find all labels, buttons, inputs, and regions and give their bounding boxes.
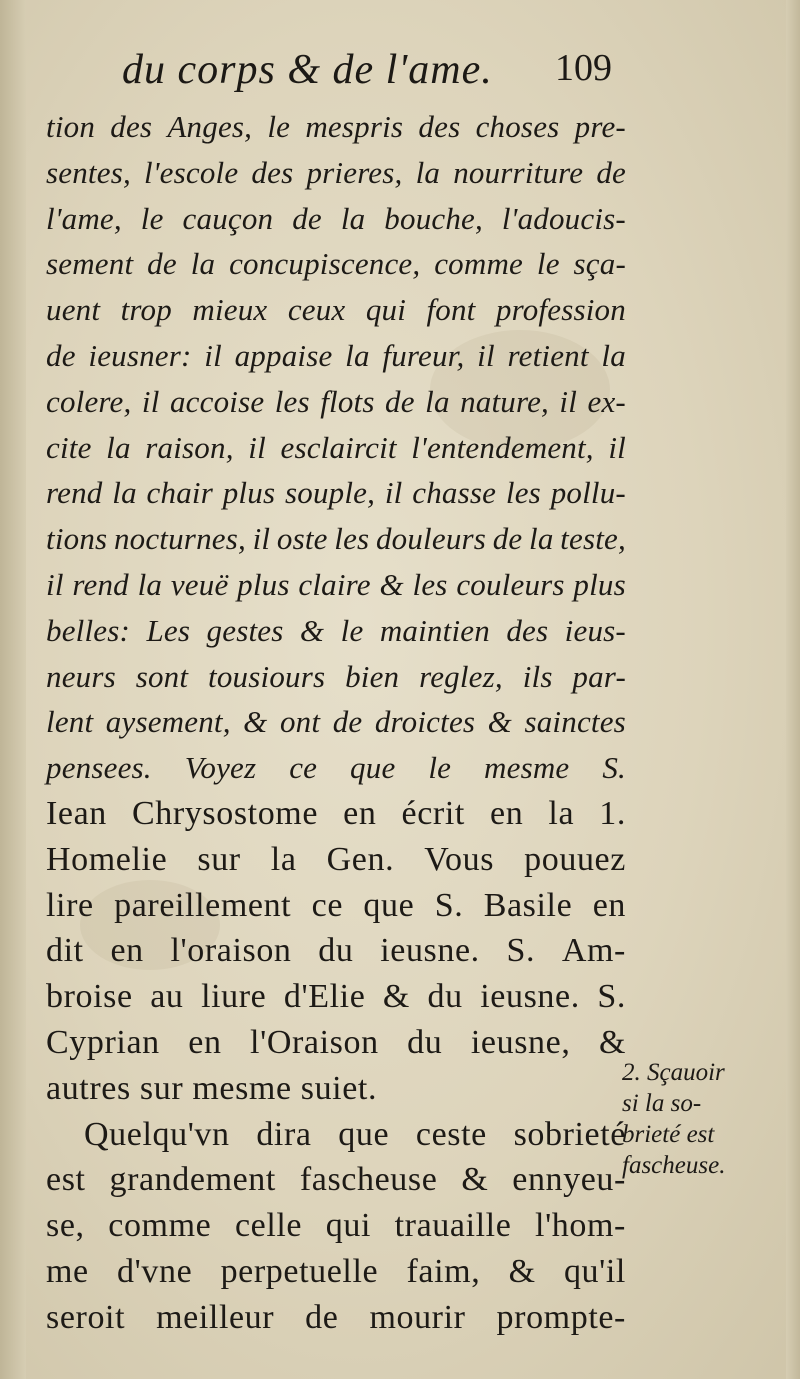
word: appaise [234, 337, 333, 373]
word: en [110, 932, 144, 970]
word: rend [46, 475, 103, 511]
margin-note-line: brieté est [622, 1121, 715, 1148]
word: perpetuelle [220, 1252, 379, 1290]
word: oste [276, 521, 328, 557]
word: comme [108, 1207, 212, 1245]
text-line [46, 974, 626, 1020]
word: prieres, [306, 154, 403, 190]
word: la [601, 337, 626, 373]
text-line [46, 928, 626, 974]
word: esclaircit [280, 429, 397, 465]
word: retient [507, 337, 589, 373]
word: la [137, 566, 163, 602]
word: sur [197, 840, 241, 878]
word: droictes [374, 704, 476, 740]
text-line [46, 837, 626, 883]
word: que [338, 1115, 390, 1153]
word: de [147, 246, 177, 282]
text-line [46, 883, 626, 929]
word: & [382, 978, 410, 1016]
word: souple, [284, 475, 376, 511]
word: l'escole [144, 154, 239, 190]
word: sentes, [46, 154, 131, 190]
word: font [426, 292, 476, 328]
word: colere, [46, 383, 132, 419]
word: de [332, 704, 363, 740]
word: du [427, 978, 463, 1016]
word: l'hom- [535, 1207, 626, 1245]
text-line [46, 699, 626, 745]
text-line [46, 791, 626, 837]
word: gestes [206, 612, 284, 648]
word: Basile [483, 886, 573, 924]
text-line [46, 150, 626, 196]
running-head [122, 46, 612, 96]
word: ils [522, 658, 553, 694]
text-line [46, 1249, 626, 1295]
word: mieux [192, 292, 268, 328]
margin-note [622, 1057, 797, 1181]
word: qui [325, 1207, 371, 1245]
word: il [46, 566, 64, 602]
word: broise [46, 978, 133, 1016]
text-line [46, 333, 626, 379]
word: en [343, 794, 377, 832]
word: sont [135, 658, 189, 694]
word: Anges, [167, 109, 253, 144]
word: l'Oraison [250, 1023, 379, 1061]
word: 1. [599, 794, 626, 832]
text-line [46, 425, 626, 471]
word: sainctes [524, 704, 626, 740]
word: nocturnes, [113, 521, 246, 557]
text-line [46, 287, 626, 333]
margin-note-line: si la so- [622, 1090, 702, 1117]
word: faim, [406, 1252, 481, 1290]
word: Iean [46, 794, 107, 832]
word: dit [46, 932, 84, 970]
word: la [345, 337, 370, 373]
word: les [274, 383, 310, 419]
word: pareillement [114, 886, 292, 924]
word: qui [365, 292, 407, 328]
word: que [363, 886, 415, 924]
word: est [46, 1161, 86, 1199]
word: ennyeu- [512, 1161, 626, 1199]
word: douleurs [375, 521, 487, 557]
word: écrit [401, 794, 465, 832]
word: & [243, 704, 268, 740]
word: il [384, 475, 403, 511]
word: tion [46, 109, 96, 144]
word: seroit [46, 1298, 126, 1336]
word: des [110, 109, 153, 144]
word: bouche, [384, 200, 483, 236]
word: que [350, 750, 396, 786]
word: nourriture [453, 154, 584, 190]
word: sement [46, 246, 134, 282]
word: belles: [46, 612, 131, 648]
word: fureur, [382, 337, 465, 373]
word: ieusner: [88, 337, 192, 373]
word: du [318, 932, 354, 970]
word: ieusne. [480, 978, 580, 1016]
margin-note-line: fascheuse. [622, 1152, 726, 1179]
word: choses [475, 109, 560, 144]
word: Gen. [326, 840, 395, 878]
word: le [536, 246, 560, 282]
word: profession [495, 292, 626, 328]
word: en [188, 1023, 222, 1061]
word: flots [320, 383, 375, 419]
word: nature, [460, 383, 549, 419]
word: pollu- [550, 475, 626, 511]
word: ceste [415, 1115, 487, 1153]
word: claire [298, 566, 371, 602]
word: fascheuse [299, 1161, 438, 1199]
word: mourir [369, 1298, 466, 1336]
word: sobrieté [513, 1115, 626, 1153]
word: concupiscence, [229, 246, 421, 282]
word: liure [201, 978, 267, 1016]
word: Les [146, 612, 191, 648]
word: dira [256, 1115, 312, 1153]
word: S. [506, 932, 536, 970]
word: meilleur [156, 1298, 275, 1336]
page-number: 109 [555, 47, 612, 89]
text-line [46, 379, 626, 425]
word: en [490, 794, 524, 832]
word: cite [46, 429, 92, 465]
word: la [529, 521, 554, 557]
word: il [248, 429, 266, 465]
word: cauçon [182, 200, 274, 236]
word: pre- [574, 109, 626, 144]
word: lire [46, 886, 94, 924]
word: ont [279, 704, 321, 740]
text-line [46, 1203, 626, 1249]
word: qu'il [563, 1252, 626, 1290]
word: ceux [287, 292, 346, 328]
word: reglez, [419, 658, 503, 694]
word: de [492, 521, 523, 557]
word: veuë [170, 566, 229, 602]
word: raison, [145, 429, 234, 465]
word: pensees. [46, 750, 152, 786]
word: de [305, 1298, 339, 1336]
word: il [141, 383, 160, 419]
word: l'ame, [46, 200, 122, 236]
word: pouuez [524, 840, 626, 878]
text-line [46, 608, 626, 654]
word: accoise [169, 383, 265, 419]
word: de [385, 383, 415, 419]
word: se, [46, 1207, 85, 1245]
word: l'adoucis- [501, 200, 626, 236]
text-line [46, 516, 626, 562]
text-line [46, 470, 626, 516]
word: & [379, 566, 404, 602]
text-line [46, 745, 626, 791]
word: il [252, 521, 271, 557]
text-line [46, 654, 626, 700]
word: teste, [560, 521, 626, 557]
word: la [190, 246, 216, 282]
word: il [608, 429, 626, 465]
word: couleurs [456, 566, 565, 602]
word: Quelqu'vn [84, 1115, 230, 1153]
word: la [548, 794, 575, 832]
word: le [428, 750, 452, 786]
word: S. [434, 886, 464, 924]
word: lent [46, 704, 94, 740]
word: trop [120, 292, 172, 328]
word: le [267, 109, 291, 144]
word: des [506, 612, 549, 648]
word: Homelie [46, 840, 168, 878]
word: ce [311, 886, 344, 924]
text-line [46, 241, 626, 287]
word: bien [345, 658, 400, 694]
word: neurs [46, 658, 116, 694]
word: la [112, 475, 137, 511]
word: plus [573, 566, 626, 602]
word: la [270, 840, 297, 878]
text-line [46, 1020, 626, 1066]
word: & [487, 704, 512, 740]
word: de [292, 200, 322, 236]
word: la [425, 383, 450, 419]
word: la [415, 154, 441, 190]
text-line [46, 1157, 626, 1203]
word: le [140, 200, 164, 236]
word: des [418, 109, 461, 144]
word: me [46, 1252, 89, 1290]
word: grandement [109, 1161, 276, 1199]
word: comme [434, 246, 524, 282]
word: de [46, 337, 76, 373]
word: l'entendement, [411, 429, 594, 465]
word: la [106, 429, 131, 465]
word: Voyez [184, 750, 257, 786]
word: il [559, 383, 578, 419]
margin-note-line: 2. Sçauoir [622, 1059, 725, 1086]
word: d'vne [117, 1252, 193, 1290]
word: l'oraison [170, 932, 292, 970]
word: tions [46, 521, 108, 557]
word: il [477, 337, 495, 373]
word: plus [222, 475, 276, 511]
word: le [340, 612, 364, 648]
text-line: autres sur mesme suiet. [46, 1069, 378, 1107]
word: ce [289, 750, 318, 786]
word: & [508, 1252, 536, 1290]
body-text [46, 104, 626, 1341]
word: au [150, 978, 184, 1016]
word: sça- [573, 246, 626, 282]
word: par- [572, 658, 626, 694]
word: plus [237, 566, 290, 602]
word: Chrysostome [132, 794, 319, 832]
text-line [46, 196, 626, 242]
word: S. [597, 978, 626, 1016]
word: Am- [561, 932, 626, 970]
word: Cyprian [46, 1023, 160, 1061]
word: ieus- [564, 612, 626, 648]
word: & [299, 612, 325, 648]
text-line [46, 104, 626, 150]
word: chasse [412, 475, 497, 511]
word: & [598, 1023, 626, 1061]
word: d'Elie [283, 978, 366, 1016]
word: trauaille [394, 1207, 512, 1245]
word: mesme [484, 750, 570, 786]
word: des [251, 154, 294, 190]
word: uent [46, 292, 101, 328]
word: tousiours [208, 658, 326, 694]
word: les [505, 475, 541, 511]
word: en [592, 886, 626, 924]
word: maintien [379, 612, 490, 648]
word: S. [602, 750, 626, 786]
word: & [461, 1161, 489, 1199]
word: les [334, 521, 370, 557]
word: ieusne, [470, 1023, 571, 1061]
word: mespris [305, 109, 404, 144]
word: rend [72, 566, 129, 602]
word: prompte- [496, 1298, 626, 1336]
text-line [46, 562, 626, 608]
word: aysement, [105, 704, 231, 740]
word: les [412, 566, 448, 602]
word: celle [234, 1207, 303, 1245]
word: chair [146, 475, 213, 511]
word: de [596, 154, 626, 190]
word: la [340, 200, 366, 236]
word: ex- [587, 383, 626, 419]
word: ieusne. [380, 932, 480, 970]
word: Vous [424, 840, 495, 878]
text-line [46, 1112, 626, 1158]
text-line [46, 1295, 626, 1341]
running-head-title: du corps & de l'ame. [122, 47, 493, 93]
word: du [407, 1023, 443, 1061]
word: il [204, 337, 222, 373]
